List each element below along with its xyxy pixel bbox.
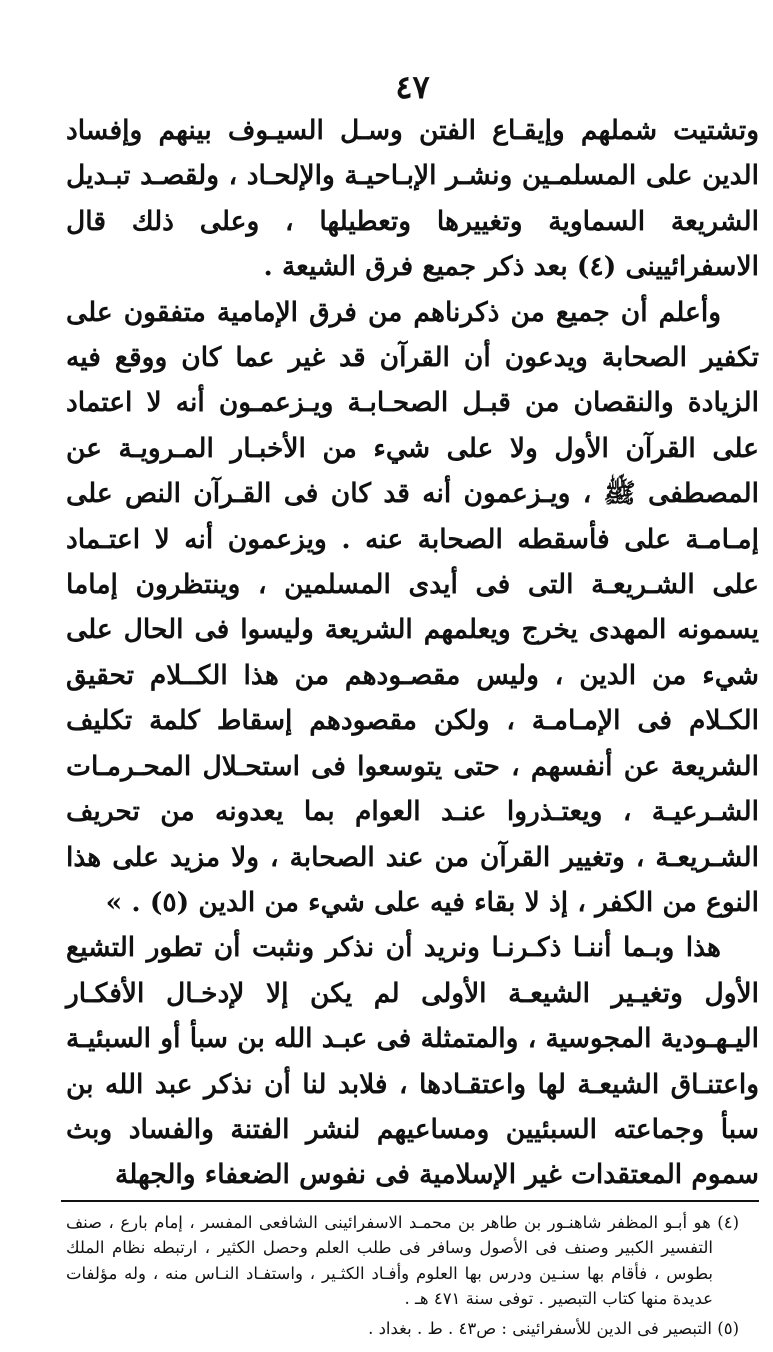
page-number: ٤٧ (395, 68, 430, 106)
paragraph-3: هذا وبـما أننـا ذكـرنـا ونريد أن نذكر ونثبت أن تطور التشيع الأول وتغيـير الشيعـة الأولى لم يكن إلا لإدخـال الأفكـار اليـهـودية المجوسية ، والمتمثلة فى عبـد الله بن سبأ أو السبئيـة واعتنـاق الشيعـة لها واعتقـادها ، فلابد لنا أن نذكر عبد الله بن سبأ وجماعته السبئيين ومساعيهم لنشر الفتنة والفساد وبث سموم المعتقدات غير الإسلامية فى نفوس الضعفاء والجهلة (66, 932, 759, 1191)
footnotes (66, 1210, 759, 1342)
main-text (66, 108, 759, 1198)
paragraph-2-quote: وأعلم أن جميع من ذكرناهم من فرق الإمامية متفقون على تكفير الصحابة ويدعون أن القرآن قد غير عما كان ووقع فيه الزيادة والنقصان من قبـل الصحـابـة ويـزعمـون أنه لا اعتماد على القرآن الأول ولا على شيء من الأخبـار المـرويـة عن المصطفى ﷺ ، ويـزعمون أنه قد كان فى القـرآن النص على إمـامـة على فأسقطه الصحابة عنه . ويزعمون أنه لا اعتـماد على الشـريعـة التى فى أيدى المسلمين ، وينتظرون إماما يسمونه المهدى يخرج ويعلمهم الشريعة وليسوا فى الحال على شيء من الدين ، وليس مقصـودهم من هذا الكــلام تحقيق الكـلام فى الإمـامـة ، ولكن مقصودهم إسقاط كلمة تكليف الشريعة عن أنفسهم ، حتى يتوسعوا فى استحـلال المحـرمـات الشـرعيـة ، ويعتـذروا عنـد العوام بما يعدونه من تحريف الشـريعـة ، وتغيير القرآن من عند الصحابة ، ولا مزيد على هذا النوع من الكفر ، إذ لا بقاء فيه على شيء من الدين (٥) . » (66, 296, 759, 918)
footnote-5: (٥) التبصير فى الدين للأسفرائينى : ص٤٣ . ط . بغداد . (368, 1318, 739, 1338)
paragraph-1: وتشتيت شملهم وإيقـاع الفتن وسـل السيـوف بينهم وإفساد الدين على المسلمـين ونشـر الإبـاحيـة والإلحـاد ، ولقصـد تبـديل الشريعة السماوية وتغييرها وتعطيلها ، وعلى ذلك قال الاسفرائيينى (٤) بعد ذكر جميع فرق الشيعة . (66, 115, 759, 283)
footnote-separator (61, 1200, 759, 1202)
footnote-4: (٤) هو أبـو المظفر شاهنـور بن طاهر بن محمـد الاسفرائينى الشافعى المفسر ، إمام بارع ، صنف التفسير الكبير وصنف فى الأصول وسافر فى طلب العلم وحصل الكثير ، ارتبطه نظام الملك بطوس ، فأقام بها سنـين ودرس بها العلوم وأفـاد الكثـير ، واستفـاد النـاس منه ، وله مؤلفات عديدة منها كتاب التبصير . توفى سنة ٤٧١ هـ . (66, 1212, 739, 1309)
